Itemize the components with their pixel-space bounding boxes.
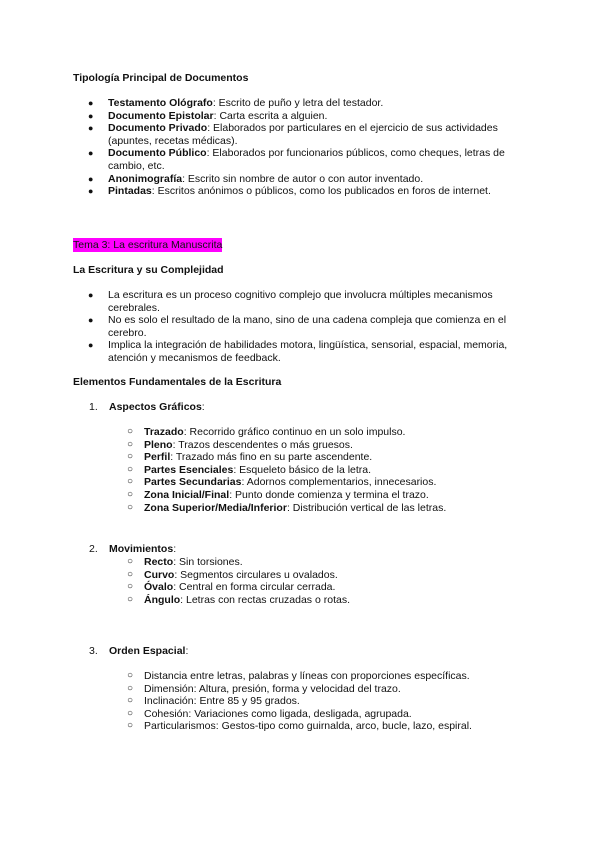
section-heading-spatial-order	[89, 645, 188, 658]
list-item: ○ Cohesión: Variaciones como ligada, desligada, agrupada.	[127, 708, 527, 721]
desc: : Recorrido gráfico continuo en un solo impulso.	[183, 426, 406, 438]
section-number: 2.	[89, 543, 98, 555]
spatial-order-list	[127, 670, 527, 733]
section-title: Aspectos Gráficos	[109, 401, 202, 413]
term: Documento Privado	[108, 122, 208, 135]
term: Recto	[144, 556, 174, 568]
desc: : Central en forma circular cerrada.	[173, 581, 336, 594]
term: Perfil	[144, 451, 171, 464]
term: Partes Esenciales	[144, 463, 234, 476]
movements-list	[127, 556, 527, 606]
heading-fundamental-elements: Elementos Fundamentales de la Escritura	[73, 376, 282, 388]
section-title: Orden Espacial	[109, 645, 186, 657]
desc: : Sin torsiones.	[173, 556, 243, 568]
list-item	[127, 476, 527, 489]
heading-complexity: La Escritura y su Complejidad	[73, 264, 224, 276]
list-item: ● Implica la integración de habilidades motora, lingüística, sensorial, espacial, memoria, atención y mecanismos de feedback.	[88, 339, 528, 364]
list-item	[127, 451, 527, 464]
section-heading-movements	[89, 543, 176, 556]
list-item	[127, 426, 527, 439]
section-suffix: :	[201, 401, 205, 413]
list-item	[127, 556, 527, 569]
term: Documento Público	[108, 147, 207, 160]
list-item: ● La escritura es un proceso cognitivo complejo que involucra múltiples mecanismos cerebrales.	[88, 289, 528, 314]
list-item	[127, 489, 527, 502]
term: Pintadas	[108, 185, 152, 198]
term: Óvalo	[144, 581, 174, 594]
topic-title	[73, 239, 222, 252]
term: Partes Secundarias	[144, 476, 242, 489]
desc: : Punto donde comienza y termina el trazo.	[229, 488, 429, 501]
list-item: ○ Inclinación: Entre 85 y 95 grados.	[127, 695, 527, 708]
list-item	[88, 110, 528, 123]
list-item	[127, 581, 527, 594]
desc: : Letras con rectas cruzadas o rotas.	[180, 593, 350, 606]
section-title: Movimientos	[109, 543, 174, 555]
term: Zona Inicial/Final	[144, 488, 230, 501]
desc: : Distribución vertical de las letras.	[286, 501, 447, 514]
section-number: 3.	[89, 645, 98, 657]
section-suffix: :	[185, 645, 189, 657]
topic-title-highlight: Tema 3: La escritura Manuscrita	[73, 239, 223, 251]
desc: : Elaborados por particulares en el ejercicio de sus actividades (apuntes, recetas médicas).	[108, 122, 498, 147]
list-item	[88, 185, 528, 198]
list-item: ○ Distancia entre letras, palabras y líneas con proporciones específicas.	[127, 670, 527, 683]
list-item	[127, 464, 527, 477]
desc: : Segmentos circulares u ovalados.	[174, 568, 338, 581]
list-item	[127, 439, 527, 452]
term: Trazado	[144, 426, 184, 438]
list-item	[127, 569, 527, 582]
heading-document-types: Tipología Principal de Documentos	[73, 72, 249, 84]
list-item: ○ Dimensión: Altura, presión, forma y velocidad del trazo.	[127, 683, 527, 696]
graphic-aspects-list	[127, 426, 527, 514]
term: Anonimografía	[108, 172, 183, 185]
term: Curvo	[144, 568, 175, 581]
section-heading-graphic-aspects	[89, 401, 205, 414]
term: Zona Superior/Media/Inferior	[144, 501, 287, 514]
list-item	[127, 594, 527, 607]
list-item	[88, 97, 528, 110]
desc: : Trazado más fino en su parte ascendente.	[170, 451, 373, 464]
complexity-list	[88, 289, 528, 365]
desc: : Escrito sin nombre de autor o con autor inventado.	[182, 172, 424, 185]
desc: : Carta escrita a alguien.	[213, 109, 328, 122]
term: Documento Epistolar	[108, 109, 214, 122]
term: Pleno	[144, 438, 173, 451]
term: Ángulo	[144, 593, 181, 606]
list-item	[88, 122, 528, 147]
section-suffix: :	[173, 543, 177, 555]
list-item: ● No es solo el resultado de la mano, sino de una cadena compleja que comienza en el cerebro.	[88, 314, 528, 339]
list-item: ○ Particularismos: Gestos-tipo como guirnalda, arco, bucle, lazo, espiral.	[127, 720, 527, 733]
list-item	[88, 173, 528, 186]
term: Testamento Ológrafo	[108, 97, 213, 109]
list-item	[88, 147, 528, 172]
list-item	[127, 502, 527, 515]
desc: : Adornos complementarios, innecesarios.	[241, 476, 437, 489]
section-number: 1.	[89, 401, 98, 413]
desc: : Elaborados por funcionarios públicos, como cheques, letras de cambio, etc.	[108, 147, 505, 172]
desc: : Trazos descendentes o más gruesos.	[172, 438, 353, 451]
desc: : Escrito de puño y letra del testador.	[212, 97, 384, 109]
desc: : Escritos anónimos o públicos, como los publicados en foros de internet.	[151, 185, 491, 198]
document-types-list	[88, 97, 528, 198]
desc: : Esqueleto básico de la letra.	[233, 463, 372, 476]
